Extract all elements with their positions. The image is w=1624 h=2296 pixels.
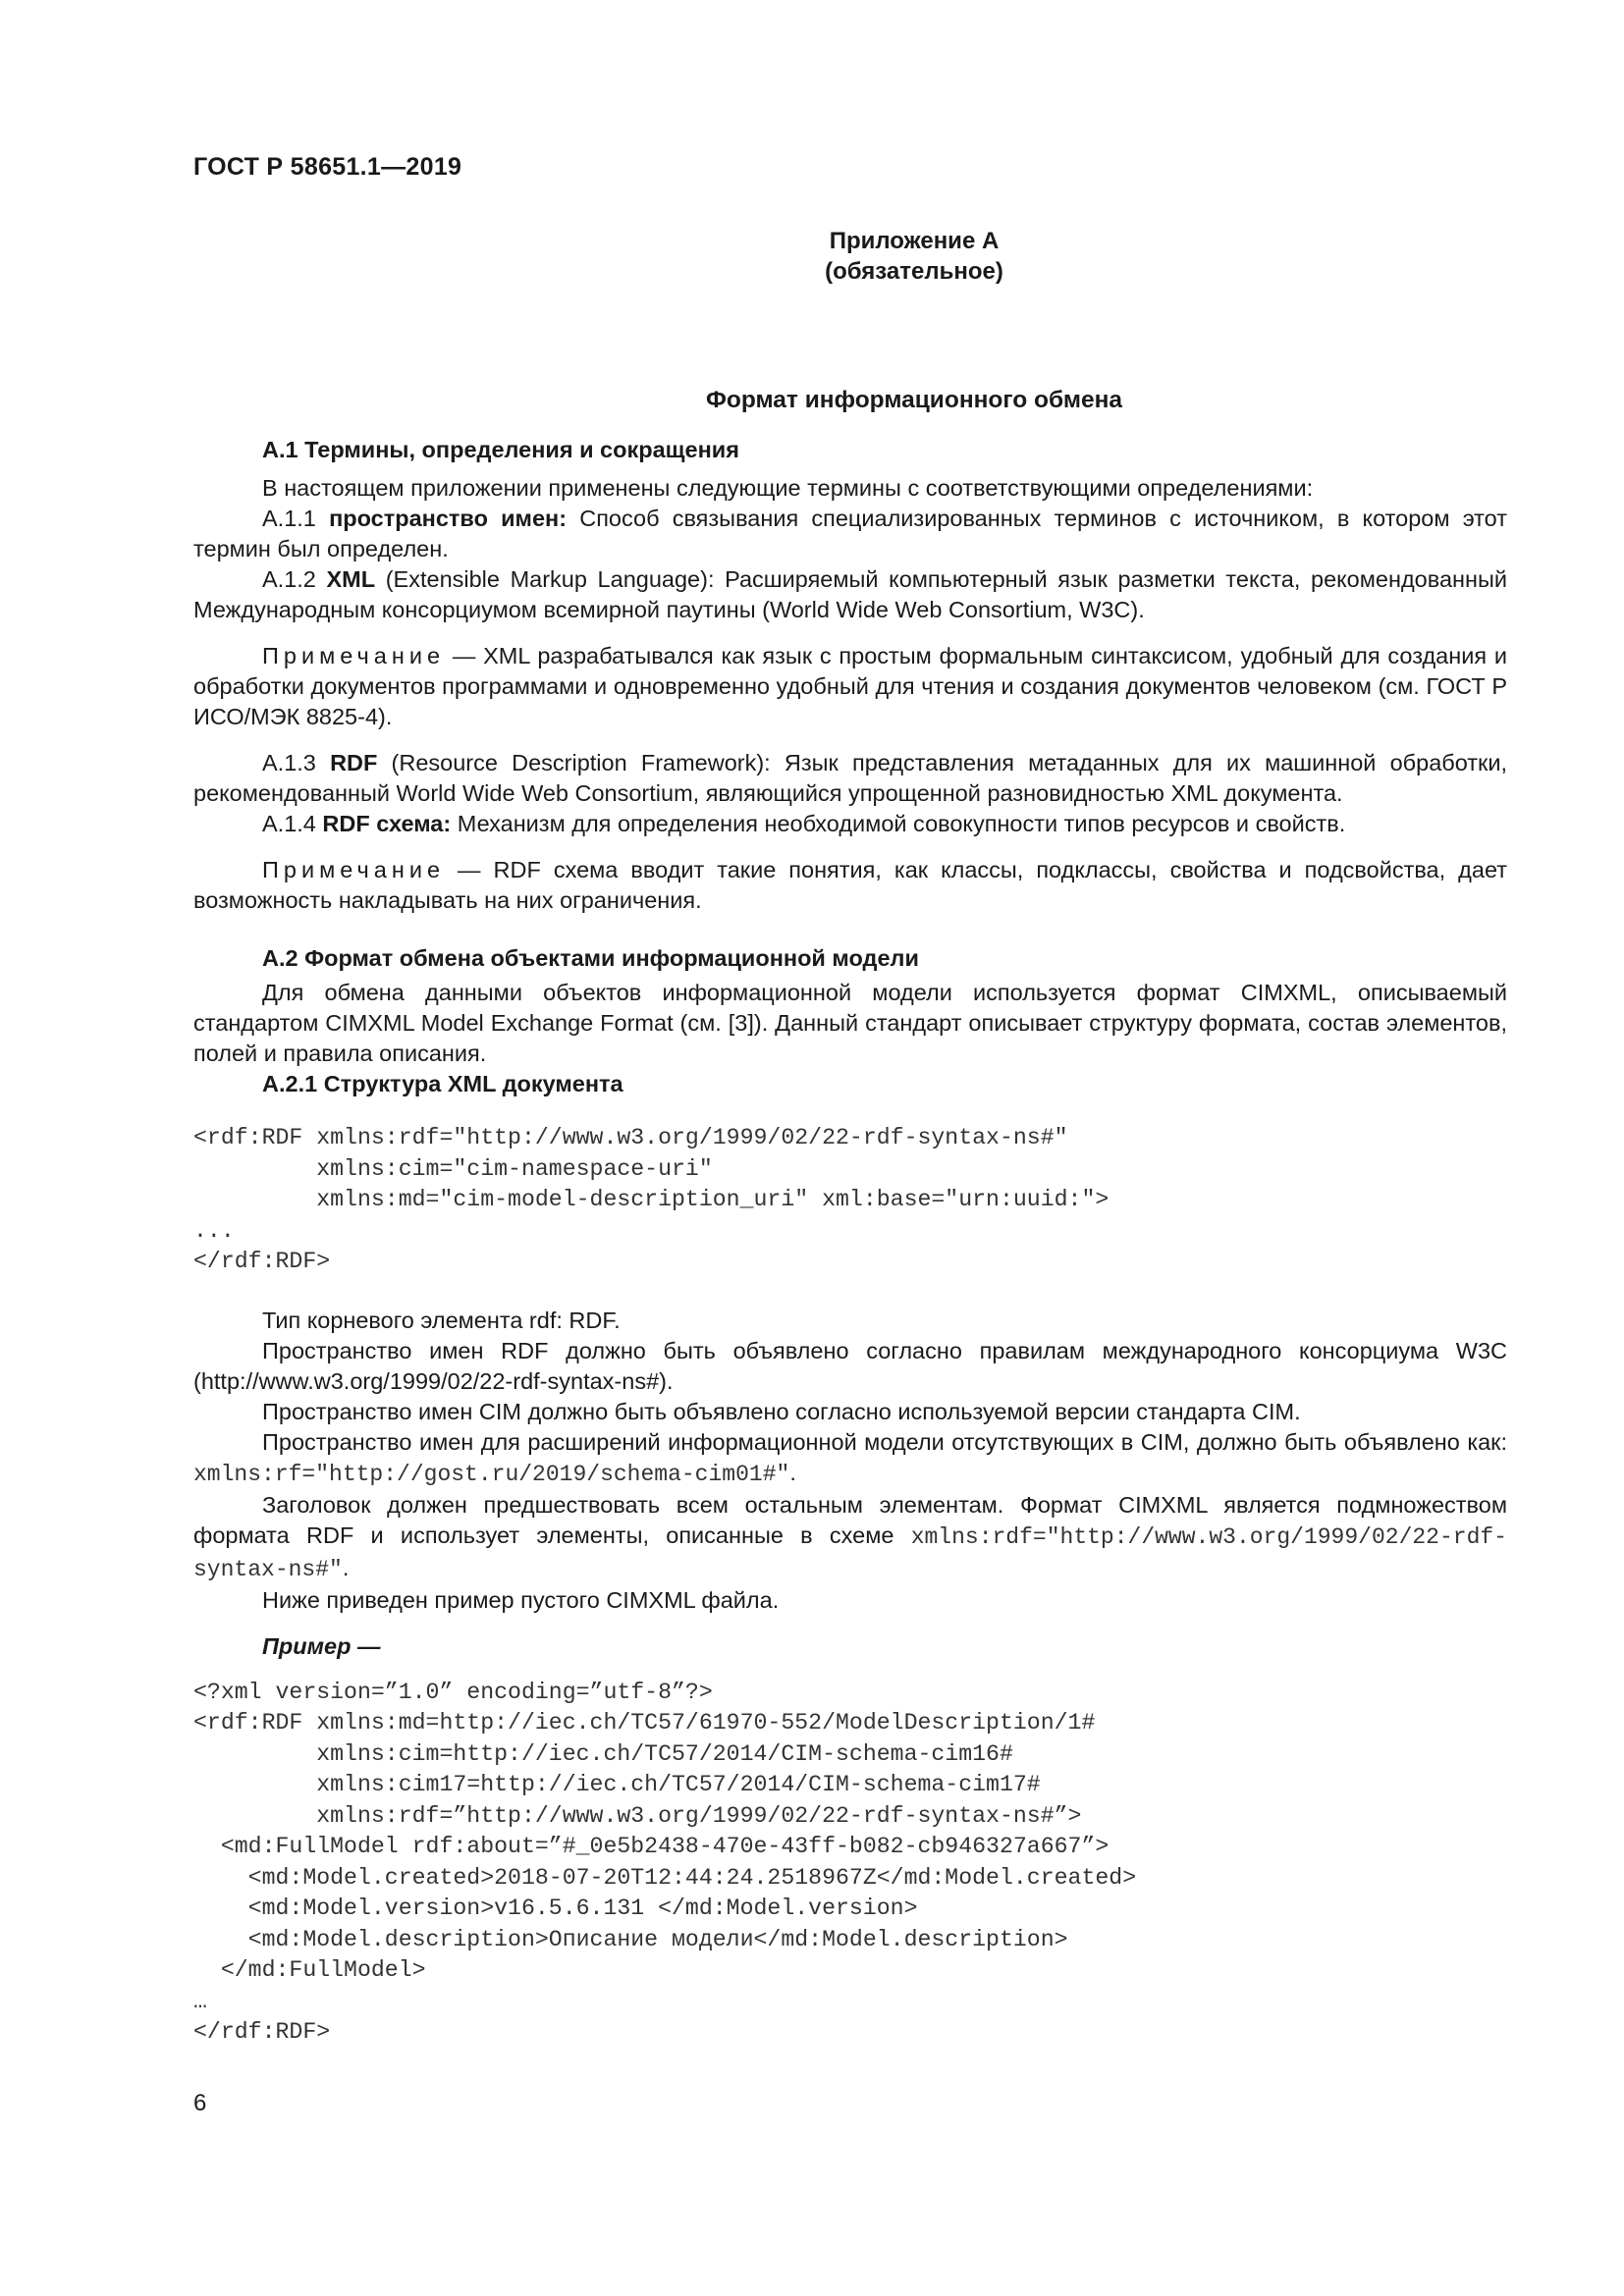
section-heading-a1: А.1 Термины, определения и сокращения [262,437,739,462]
inline-code: xmlns:rf="http://gost.ru/2019/schema-cim01#" [193,1461,790,1487]
code-block-structure: <rdf:RDF xmlns:rdf="http://www.w3.org/1999/02/22-rdf-syntax-ns#" xmlns:cim="cim-namespace-uri" xmlns:md="cim-model-description_uri" xml:base="urn:uuid:"> ... </rdf:RDF> [193,1125,1110,1274]
term-a14: А.1.4 RDF схема: Механизм для определения необходимой совокупности типов ресурсов и свойств. [262,811,1346,836]
subsection-heading-a21: А.2.1 Структура XML документа [262,1071,623,1096]
term-name: XML [326,566,376,592]
term-name: RDF схема: [322,811,452,836]
paragraph-root-type: Тип корневого элемента rdf: RDF. [262,1307,621,1333]
term-name: RDF [330,750,378,775]
page-content [193,226,1507,2049]
term-a11: А.1.1 пространство имен: Способ связывания специализированных терминов с источником, в котором этот термин был определен. [193,506,1507,561]
note-1: Примечание — XML разрабатывался как язык с простым формальным синтаксисом, удобный для создания и обработки документов программами и одновременно удобный для чтения и создания документов человеком (см. ГОСТ Р ИСО/МЭК 8825-4). [193,643,1507,729]
appendix-status: (обязательное) [825,258,1003,285]
standard-header: ГОСТ Р 58651.1—2019 [193,153,462,181]
section1-intro: В настоящем приложении применены следующие термины с соответствующими определениями: [262,475,1314,501]
page-number: 6 [193,2090,207,2116]
term-a13: А.1.3 RDF (Resource Description Framework): Язык представления метаданных для их машинной обработки, рекомендованный World Wide Web Consortium, являющийся упрощенной разновидностью XML документа. [193,750,1507,806]
paragraph-example-intro: Ниже приведен пример пустого CIMXML файла. [262,1586,780,1613]
inline-code: xmlns:rdf="http://www.w3.org/1999/02/22-rdf-syntax-ns#" [193,1523,1507,1582]
code-block-example: <?xml version=”1.0” encoding=”utf-8”?> <rdf:RDF xmlns:md=http://iec.ch/TC57/61970-552/ModelDescription/1# xmlns:cim=http://iec.ch/TC57/2014/CIM-schema-cim16# xmlns:cim17=http://iec.ch/TC57/2014/CIM-schema-cim17# xmlns:rdf=”http://www.w3.org/1999/02/22-rdf-syntax-ns#”> <md:FullModel rdf:about=”#_0e5b2438-470e-43ff-b082-cb946327a667”> <md:Model.created>2018-07-20T12:44:24.2518967Z</md:Model.created> <md:Model.version>v16.5.6.131 </md:Model.version> <md:Model.description>Описание модели</md:Model.description> </md:FullModel> … </rdf:RDF> [193,1679,1137,2045]
example-label: Пример — [262,1632,381,1659]
note-label: Примечание [262,643,446,668]
paragraph-header-rule: Заголовок должен предшествовать всем остальным элементам. Формат CIMXML является подмножеством формата RDF и использует элементы, описанные в схеме xmlns:rdf="http://www.w3.org/1999/02/22-rdf-syntax-ns#". [193,1491,1507,1582]
section-heading-a2: А.2 Формат обмена объектами информационной модели [262,945,919,971]
paragraph-cim-namespace: Пространство имен CIM должно быть объявлено согласно используемой версии стандарта CIM. [262,1398,1301,1424]
paragraph-rdf-namespace: Пространство имен RDF должно быть объявлено согласно правилам международного консорциума W3C (http://www.w3.org/1999/02/22-rdf-syntax-ns#). [193,1337,1507,1394]
note-label: Примечание [262,857,446,882]
note-2: Примечание — RDF схема вводит такие понятия, как классы, подклассы, свойства и подсвойства, дает возможность накладывать на них ограничения. [193,857,1507,913]
main-title: Формат информационного обмена [705,387,1122,413]
term-a12: А.1.2 XML (Extensible Markup Language): Расширяемый компьютерный язык разметки текста, рекомендованный Международным консорциумом всемирной паутины (World Wide Web Consortium, W3C). [193,566,1508,622]
section2-intro: Для обмена данными объектов информационной модели используется формат CIMXML, описываемый стандартом CIMXML Model Exchange Format (см. [3]). Данный стандарт описывает структуру формата, состав элементов, полей и правила описания. [193,980,1507,1066]
term-name: пространство имен: [329,506,568,531]
appendix-title: Приложение А [829,228,1000,254]
paragraph-extension-namespace: Пространство имен для расширений информационной модели отсутствующих в CIM, должно быть объявлено как: xmlns:rf="http://gost.ru/2019/schema-cim01#". [193,1428,1507,1487]
